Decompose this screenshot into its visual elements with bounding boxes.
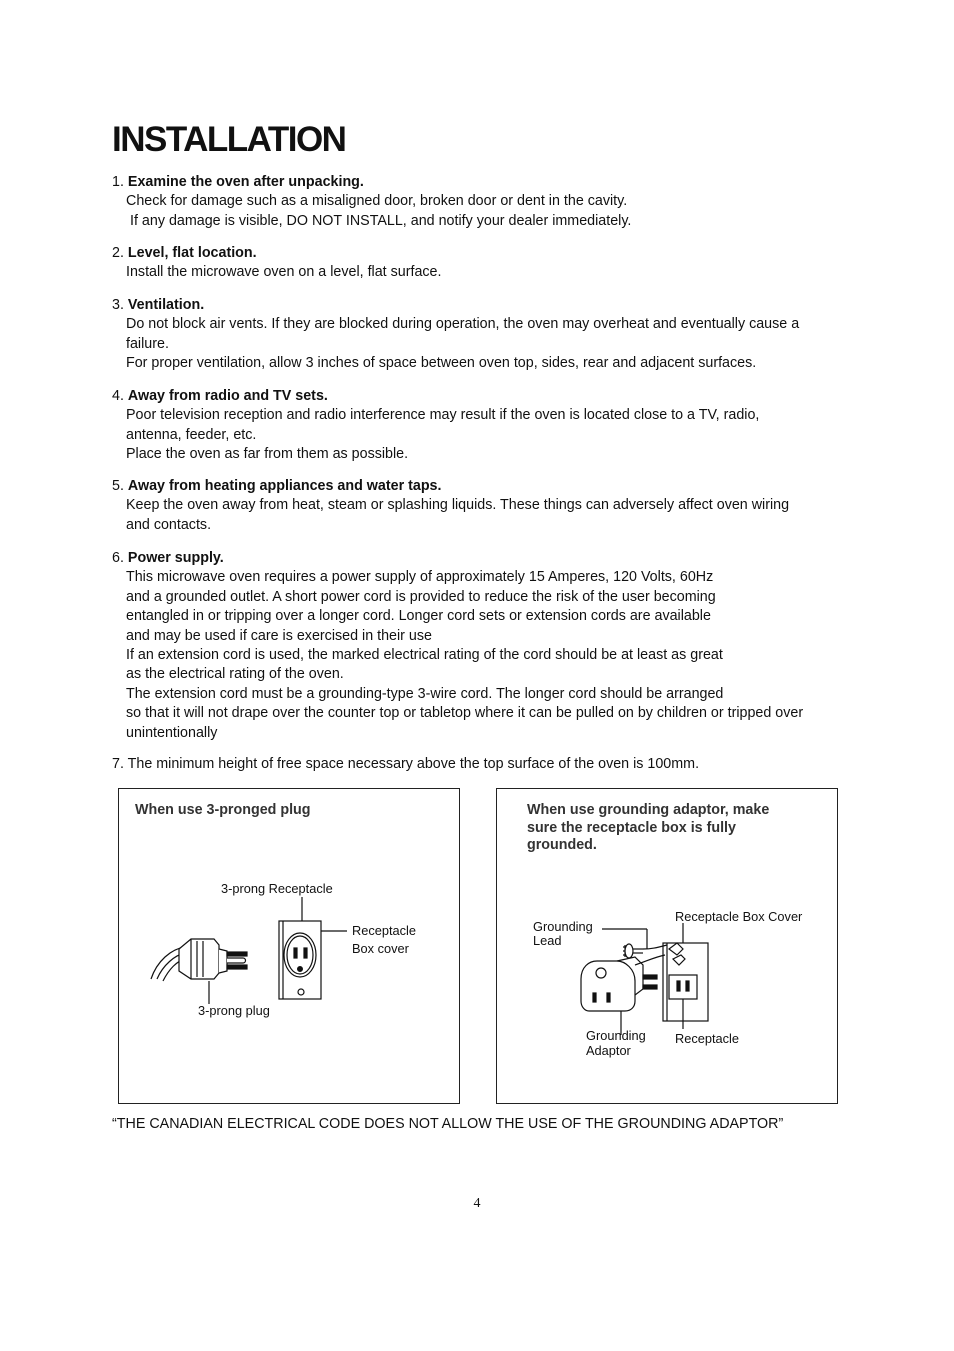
three-prong-receptacle-label: 3-prong Receptacle [221,881,333,896]
receptacle-box-cover-label-line1: Receptacle [352,923,417,938]
item-heading: 1. Examine the oven after unpacking. [112,174,364,190]
item-heading: 2. Level, flat location. [112,245,257,261]
canadian-code-note: “THE CANADIAN ELECTRICAL CODE DOES NOT ALLOW THE USE OF THE GROUNDING ADAPTOR” [112,1116,784,1132]
grounding-adaptor-label-line2: Adaptor [586,1043,631,1058]
receptacle-box-cover-label: Receptacle Box Cover [675,909,803,924]
instruction-item-ventilation [112,296,847,374]
item-text: so that it will not drape over the counter top or tabletop where it can be pulled on by children or tripped over [126,705,804,722]
figure-title-line1: When use grounding adaptor, make [527,802,770,818]
item-heading: 6. Power supply. [112,550,224,566]
figure-title-line2: sure the receptacle box is fully [527,820,736,836]
three-prong-plug-label: 3-prong plug [198,1003,270,1018]
figure-title: When use 3-pronged plug [135,802,311,818]
item-text: failure. [126,335,169,352]
figure-three-prong-plug [118,788,460,1104]
item-text: This microwave oven requires a power supply of approximately 15 Amperes, 120 Volts, 60Hz [126,569,714,586]
item-text: Place the oven as far from them as possible. [126,446,409,463]
item-text: Check for damage such as a misaligned door, broken door or dent in the cavity. [126,193,628,210]
figure-title-line3: grounded. [527,837,597,853]
figure-grounding-adaptor [496,788,838,1104]
item-text: If an extension cord is used, the marked electrical rating of the cord should be at least as great [126,647,723,664]
receptacle-box-cover-label-line2: Box cover [352,941,409,956]
instruction-item-power [112,549,847,743]
item-text: and may be used if care is exercised in their use [126,627,432,644]
item-text: and a grounded outlet. A short power cord is provided to reduce the risk of the user becoming [126,588,716,605]
page-number: 4 [473,1196,481,1211]
grounding-lead-label-line2: Lead [533,933,562,948]
item-text: as the electrical rating of the oven. [126,666,344,683]
item-heading: 5. Away from heating appliances and water taps. [112,478,442,494]
page-title: INSTALLATION [112,120,346,159]
item-text: Poor television reception and radio interference may result if the oven is located close to a TV, radio, [126,407,760,424]
instruction-item-free-space [112,755,847,774]
grounding-lead-label-line1: Grounding [533,919,593,934]
item-text: unintentionally [126,724,218,741]
instruction-item-examine [112,173,847,231]
item-text: For proper ventilation, allow 3 inches of space between oven top, sides, rear and adjacent surfaces. [126,355,757,372]
item-text: antenna, feeder, etc. [126,426,257,443]
item-text: If any damage is visible, DO NOT INSTALL, and notify your dealer immediately. [130,212,632,229]
three-prong-plug-illustration [119,789,461,1105]
item-text: entangled in or tripping over a longer cord. Longer cord sets or extension cords are available [126,608,711,625]
item-text: The extension cord must be a grounding-type 3-wire cord. The longer cord should be arranged [126,685,724,702]
item-text: Install the microwave oven on a level, flat surface. [126,264,442,281]
grounding-adaptor-label-line1: Grounding [586,1028,646,1043]
item-text: and contacts. [126,516,212,533]
item-heading: 7. The minimum height of free space necessary above the top surface of the oven is 100mm. [112,756,700,772]
receptacle-label: Receptacle [675,1031,740,1046]
instruction-item-heating [112,477,847,535]
item-heading: 4. Away from radio and TV sets. [112,388,328,404]
item-text: Keep the oven away from heat, steam or splashing liquids. These things can adversely affect oven wiring [126,497,790,514]
instruction-item-level [112,244,847,283]
item-text: Do not block air vents. If they are blocked during operation, the oven may overheat and eventually cause a [126,316,800,333]
item-heading: 3. Ventilation. [112,297,205,313]
instruction-item-radio-tv [112,387,847,465]
